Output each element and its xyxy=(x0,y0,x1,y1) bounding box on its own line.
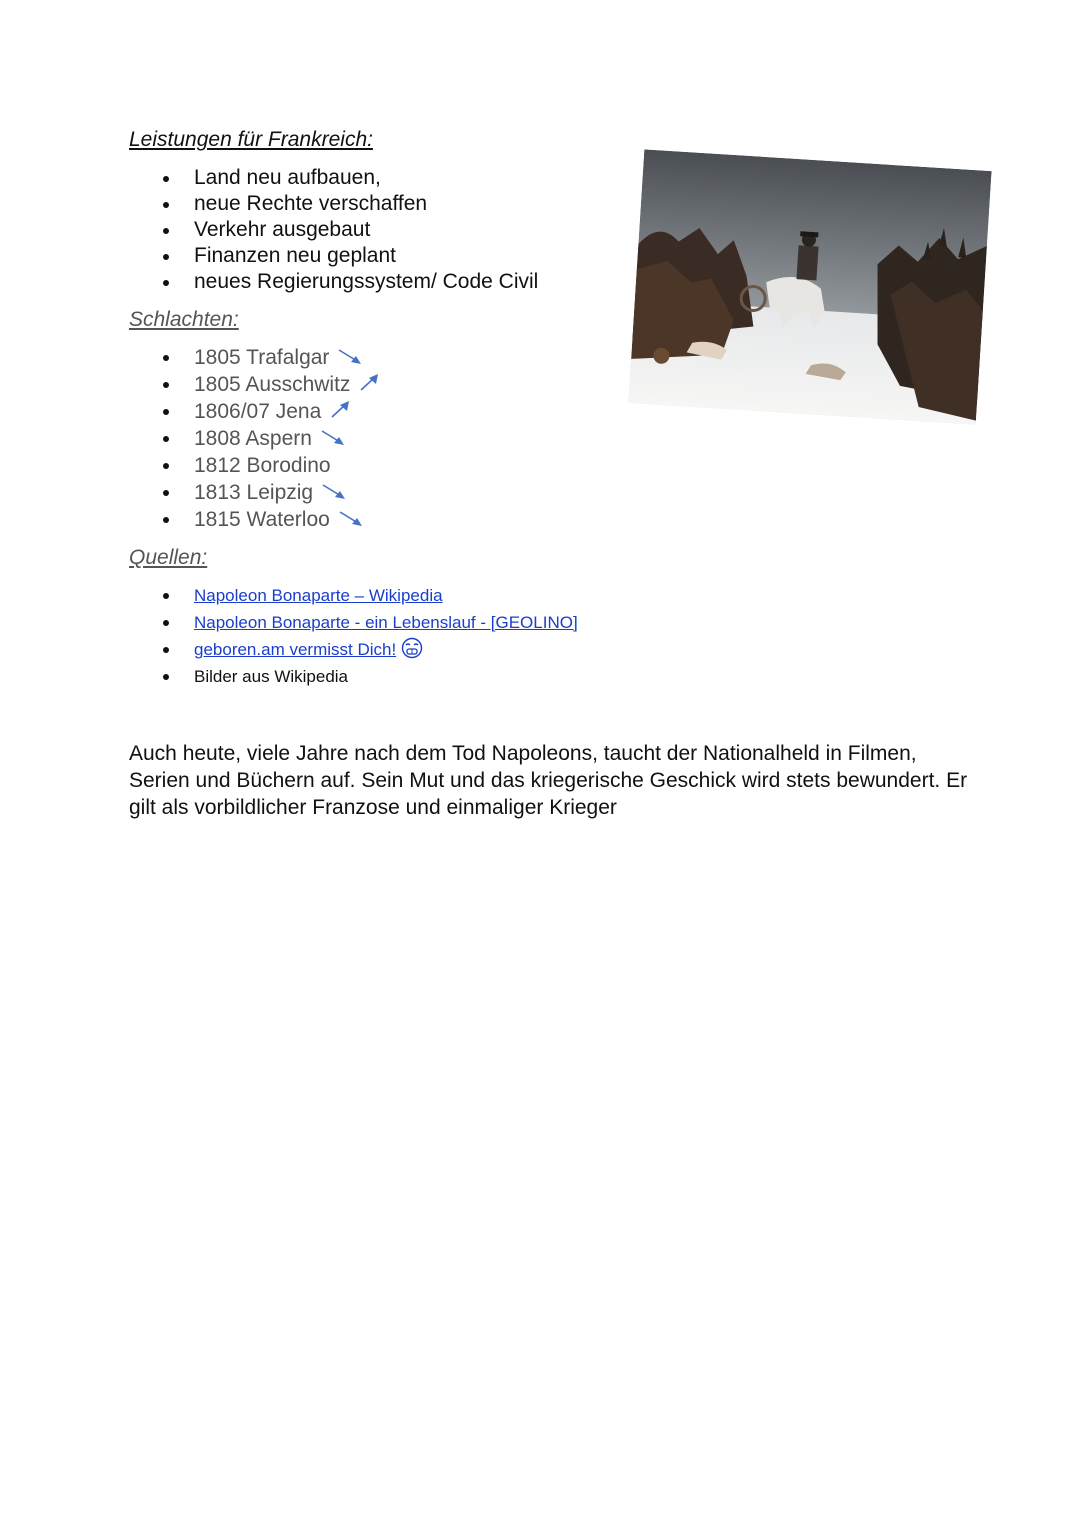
geolino-link[interactable]: Napoleon Bonaparte - ein Lebenslauf - [GEOLINO] xyxy=(194,613,578,632)
battle-item xyxy=(160,344,380,371)
arrow-down-right-icon xyxy=(337,345,363,372)
list-item-label: Bilder aus Wikipedia xyxy=(194,667,349,686)
battle-label: 1812 Borodino xyxy=(194,454,331,477)
sources-heading: Quellen: xyxy=(129,546,208,569)
arrow-up-right-icon xyxy=(358,372,380,399)
battles-list xyxy=(160,344,380,533)
geboren-am-link[interactable]: geboren.am vermisst Dich! xyxy=(194,640,397,659)
arrow-down-right-icon xyxy=(320,426,346,453)
arrow-up-right-icon xyxy=(329,399,351,426)
list-item xyxy=(160,609,578,636)
achievements-heading: Leistungen für Frankreich: xyxy=(129,128,373,151)
list-item: neues Regierungssystem/ Code Civil xyxy=(160,269,538,295)
list-item xyxy=(160,636,578,663)
list-item: Finanzen neu geplant xyxy=(160,243,538,269)
battle-item xyxy=(160,425,380,452)
battle-item xyxy=(160,398,380,425)
battle-item xyxy=(160,506,380,533)
battles-heading: Schlachten: xyxy=(129,308,239,331)
list-item xyxy=(160,663,578,690)
list-item xyxy=(160,582,578,609)
closing-paragraph: Auch heute, viele Jahre nach dem Tod Napoleons, taucht der Nationalheld in Filmen, Serien und Büchern auf. Sein Mut und das kriegerische Geschick wird stets bewundert. Er gilt als vorbildlicher Franzose und einmaliger Krieger xyxy=(129,742,968,819)
battle-label: 1808 Aspern xyxy=(194,427,312,450)
list-item: neue Rechte verschaffen xyxy=(160,191,538,217)
sources-list xyxy=(160,582,578,690)
list-item: Verkehr ausgebaut xyxy=(160,217,538,243)
achievements-list xyxy=(160,165,538,295)
battle-label: 1815 Waterloo xyxy=(194,508,330,531)
battle-item xyxy=(160,452,380,479)
arrow-down-right-icon xyxy=(321,480,347,507)
napoleon-retreat-painting xyxy=(628,149,991,424)
battle-label: 1805 Ausschwitz xyxy=(194,373,351,396)
arrow-down-right-icon xyxy=(338,507,364,534)
battle-item xyxy=(160,371,380,398)
battle-item xyxy=(160,479,380,506)
wikipedia-link[interactable]: Napoleon Bonaparte – Wikipedia xyxy=(194,586,443,605)
battle-label: 1813 Leipzig xyxy=(194,481,314,504)
list-item: Land neu aufbauen, xyxy=(160,165,538,191)
battle-label: 1805 Trafalgar xyxy=(194,346,330,369)
battle-label: 1806/07 Jena xyxy=(194,400,322,423)
